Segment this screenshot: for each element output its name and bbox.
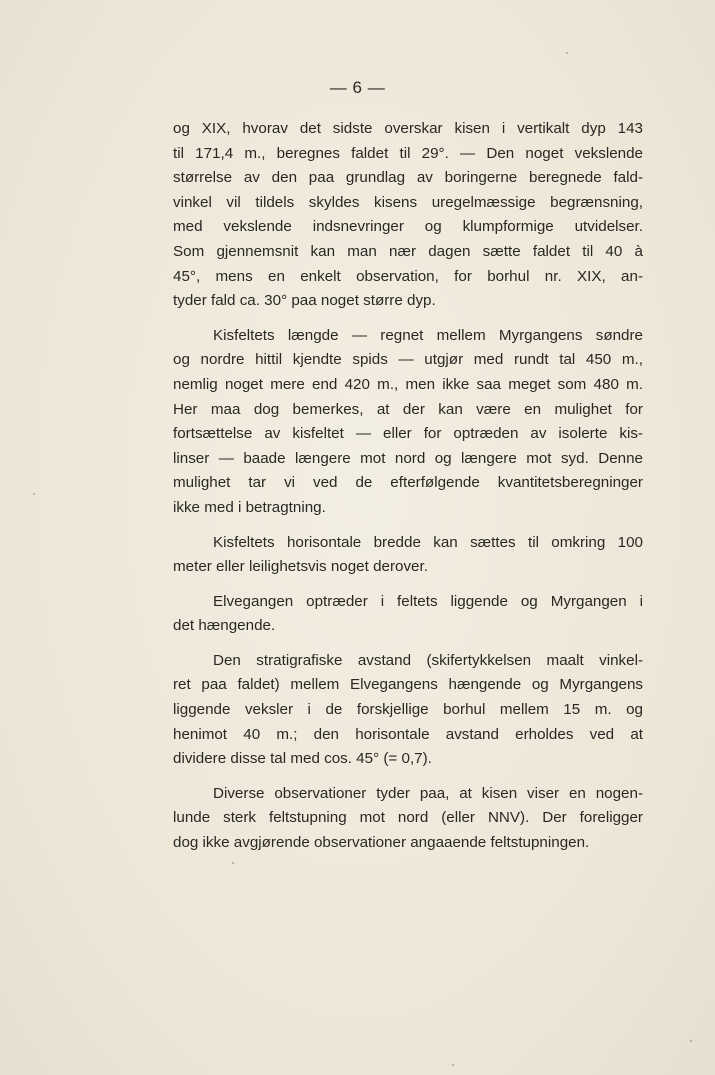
text-line: vinkel vil tildels skyldes kisens uregelmæssige begrænsning, — [173, 193, 643, 211]
text-line: Som gjennemsnit kan man nær dagen sætte faldet til 40 à — [173, 242, 643, 260]
page-number: — 6 — — [329, 78, 386, 97]
text-line: og XIX, hvorav det sidste overskar kisen i vertikalt dyp 143 — [173, 120, 643, 137]
text-line: henimot 40 m.; den horisontale avstand erholdes ved at — [173, 725, 643, 743]
text-line: ret paa faldet) mellem Elvegangens hængende og Myrgangens — [173, 676, 643, 694]
body-text — [173, 117, 643, 866]
text-line: størrelse av den paa grundlag av boringerne beregnede fald- — [173, 169, 643, 187]
text-line: til 171,4 m., beregnes faldet til 29°. — Den noget vekslende — [173, 144, 643, 162]
paper-speck — [690, 1040, 692, 1042]
paragraph — [173, 117, 643, 314]
paper-speck — [33, 493, 35, 495]
text-line: det hængende. — [173, 617, 276, 635]
text-line: lunde sterk feltstupning mot nord (eller NNV). Der foreligger — [173, 809, 643, 827]
text-line: Den stratigrafiske avstand (skifertykkelsen maalt vinkel- — [213, 651, 643, 669]
paragraph — [173, 649, 643, 772]
text-line: 45°, mens en enkelt observation, for borhul nr. XIX, an- — [173, 267, 643, 285]
text-line: liggende veksler i de forskjellige borhul mellem 15 m. og — [173, 701, 643, 719]
text-line: Elvegangen optræder i feltets liggende og Myrgangen i — [213, 592, 643, 610]
text-line: med vekslende indsnevringer og klumpformige utvidelser. — [173, 218, 643, 236]
text-line: meter eller leilighetsvis noget derover. — [173, 558, 428, 576]
text-line: dog ikke avgjørende observationer angaaende feltstupningen. — [173, 834, 590, 852]
text-line: Her maa dog bemerkes, at der kan være en mulighet for — [173, 400, 643, 418]
paragraph — [173, 782, 643, 856]
text-line: Kisfeltets længde — regnet mellem Myrgangens søndre — [213, 326, 643, 344]
text-line: fortsættelse av kisfeltet — eller for optræden av isolerte kis- — [173, 425, 643, 443]
paragraph — [173, 531, 643, 580]
paragraph — [173, 324, 643, 521]
text-line: Diverse observationer tyder paa, at kisen viser en nogen- — [213, 784, 643, 802]
text-line: Kisfeltets horisontale bredde kan sættes til omkring 100 — [213, 533, 643, 551]
text-line: mulighet tar vi ved de efterfølgende kvantitetsberegninger — [173, 474, 643, 492]
text-line: linser — baade længere mot nord og længere mot syd. Denne — [173, 449, 643, 467]
paper-speck — [566, 52, 568, 54]
text-line: og nordre hittil kjendte spids — utgjør med rundt tal 450 m., — [173, 351, 643, 369]
paper-speck — [232, 862, 234, 864]
text-line: tyder fald ca. 30° paa noget større dyp. — [173, 292, 436, 310]
text-line: dividere disse tal med cos. 45° (= 0,7). — [173, 750, 432, 768]
paper-speck — [452, 1064, 454, 1066]
text-line: ikke med i betragtning. — [173, 498, 326, 516]
text-line: nemlig noget mere end 420 m., men ikke saa meget som 480 m. — [173, 375, 643, 393]
paragraph — [173, 590, 643, 639]
